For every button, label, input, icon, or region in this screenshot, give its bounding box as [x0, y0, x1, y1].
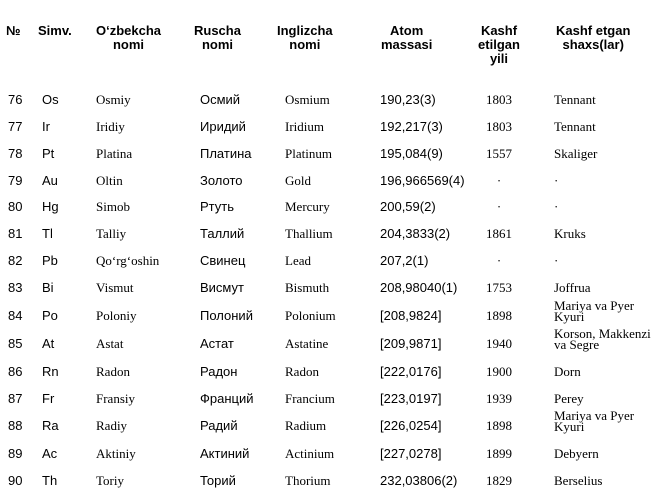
cell-english-name: Iridium — [285, 119, 324, 134]
cell-atomic-mass: 190,23(3) — [380, 92, 436, 107]
cell-discoverer: Dorn — [554, 364, 581, 379]
table-row — [0, 144, 672, 164]
cell-english-name: Radon — [285, 364, 319, 379]
cell-discoverer: Debyern — [554, 446, 599, 461]
table-row — [0, 444, 672, 464]
cell-uzbek-name: Vismut — [96, 280, 134, 295]
cell-number: 89 — [8, 446, 23, 461]
header-russian-name: Ruscha nomi — [194, 23, 241, 52]
cell-uzbek-name: Poloniy — [96, 308, 137, 323]
table-row — [0, 197, 672, 217]
cell-english-name: Thorium — [285, 473, 331, 488]
cell-discoverer: Skaliger — [554, 146, 598, 161]
table-row — [0, 171, 672, 191]
cell-symbol: Pt — [42, 146, 55, 161]
cell-atomic-mass: [222,0176] — [380, 364, 442, 379]
cell-symbol: Os — [42, 92, 59, 107]
cell-atomic-mass: 208,98040(1) — [380, 280, 458, 295]
cell-discoverer: Korson, Makkenzi va Segre — [554, 326, 651, 352]
cell-year: 1753 — [486, 280, 512, 295]
cell-year: 1861 — [486, 226, 512, 241]
cell-english-name: Radium — [285, 418, 327, 433]
header-atomic-mass: Atom massasi — [381, 23, 433, 52]
header-uzbek-name: O‘zbekcha nomi — [96, 23, 162, 52]
cell-english-name: Mercury — [285, 199, 330, 214]
table-row — [0, 389, 672, 409]
cell-russian-name: Золото — [200, 173, 243, 188]
cell-symbol: Pb — [42, 253, 58, 268]
cell-english-name: Gold — [285, 173, 311, 188]
cell-symbol: Hg — [42, 199, 59, 214]
cell-russian-name: Астат — [200, 336, 234, 351]
cell-english-name: Bismuth — [285, 280, 330, 295]
cell-uzbek-name: Aktiniy — [96, 446, 136, 461]
cell-discoverer: Joffrua — [554, 280, 591, 295]
cell-english-name: Platinum — [285, 146, 332, 161]
cell-year: 1803 — [486, 119, 512, 134]
cell-atomic-mass: [227,0278] — [380, 446, 442, 461]
cell-symbol: Th — [42, 473, 58, 488]
cell-uzbek-name: Simob — [96, 199, 130, 214]
cell-atomic-mass: 207,2(1) — [380, 253, 429, 268]
cell-number: 88 — [8, 418, 23, 433]
cell-uzbek-name: Qo‘rg‘oshin — [96, 253, 160, 268]
header-discoverer: Kashf etgan shaxs(lar) — [556, 23, 631, 52]
cell-atomic-mass: [208,9824] — [380, 308, 442, 323]
cell-number: 90 — [8, 473, 23, 488]
cell-russian-name: Платина — [200, 146, 252, 161]
cell-discoverer: · — [554, 173, 559, 188]
cell-russian-name: Осмий — [200, 92, 241, 107]
cell-discoverer: Tennant — [554, 119, 596, 134]
cell-russian-name: Торий — [200, 473, 236, 488]
cell-number: 82 — [8, 253, 23, 268]
cell-english-name: Actinium — [285, 446, 335, 461]
cell-symbol: Ir — [42, 119, 50, 134]
cell-uzbek-name: Fransiy — [96, 391, 135, 406]
cell-discoverer: · — [554, 199, 559, 214]
table-row — [0, 362, 672, 382]
cell-number: 80 — [8, 199, 23, 214]
cell-number: 86 — [8, 364, 23, 379]
cell-year: · — [496, 199, 502, 214]
cell-uzbek-name: Toriy — [96, 473, 124, 488]
header-symbol: Simv. — [38, 23, 72, 38]
cell-year: 1898 — [486, 308, 512, 323]
cell-atomic-mass: 192,217(3) — [380, 119, 443, 134]
cell-atomic-mass: 196,966569(4) — [380, 173, 465, 188]
cell-uzbek-name: Osmiy — [96, 92, 131, 107]
cell-english-name: Thallium — [285, 226, 333, 241]
header-english-name: Inglizcha nomi — [277, 23, 333, 52]
cell-year: 1899 — [486, 446, 512, 461]
cell-symbol: Tl — [42, 226, 53, 241]
cell-year: 1900 — [486, 364, 512, 379]
table-row — [0, 298, 672, 326]
cell-russian-name: Полоний — [200, 308, 253, 323]
cell-uzbek-name: Oltin — [96, 173, 123, 188]
cell-russian-name: Радон — [200, 364, 238, 379]
table-row — [0, 224, 672, 244]
cell-discoverer: Tennant — [554, 92, 596, 107]
cell-number: 77 — [8, 119, 23, 134]
cell-russian-name: Франций — [200, 391, 254, 406]
cell-uzbek-name: Radiy — [96, 418, 128, 433]
cell-english-name: Lead — [285, 253, 311, 268]
cell-russian-name: Иридий — [200, 119, 246, 134]
table-row — [0, 90, 672, 110]
cell-year: 1939 — [486, 391, 512, 406]
cell-uzbek-name: Radon — [96, 364, 130, 379]
cell-year: 1829 — [486, 473, 512, 488]
cell-year: · — [496, 253, 502, 268]
cell-symbol: Fr — [42, 391, 55, 406]
table-row — [0, 326, 672, 354]
cell-russian-name: Свинец — [200, 253, 246, 268]
cell-number: 79 — [8, 173, 23, 188]
table-row — [0, 251, 672, 271]
cell-russian-name: Ртуть — [200, 199, 234, 214]
cell-discoverer: Berselius — [554, 473, 603, 488]
cell-atomic-mass: [223,0197] — [380, 391, 442, 406]
cell-number: 84 — [8, 308, 23, 323]
cell-discoverer: Mariya va Pyer Kyuri — [554, 408, 635, 434]
cell-atomic-mass: 204,3833(2) — [380, 226, 451, 241]
cell-number: 87 — [8, 391, 23, 406]
cell-atomic-mass: [209,9871] — [380, 336, 442, 351]
cell-year: 1940 — [486, 336, 512, 351]
cell-number: 85 — [8, 336, 23, 351]
cell-number: 76 — [8, 92, 23, 107]
cell-english-name: Astatine — [285, 336, 329, 351]
cell-number: 78 — [8, 146, 23, 161]
cell-number: 81 — [8, 226, 23, 241]
header-num: № — [6, 23, 21, 38]
cell-year: 1898 — [486, 418, 512, 433]
cell-year: · — [496, 173, 502, 188]
cell-english-name: Osmium — [285, 92, 330, 107]
header-discovery-year: Kashf etilgan yili — [478, 23, 520, 66]
cell-russian-name: Актиний — [200, 446, 250, 461]
table-row — [0, 117, 672, 137]
table-row — [0, 471, 672, 491]
cell-atomic-mass: 200,59(2) — [380, 199, 436, 214]
cell-atomic-mass: [226,0254] — [380, 418, 442, 433]
cell-symbol: Bi — [42, 280, 54, 295]
cell-uzbek-name: Iridiy — [96, 119, 125, 134]
table-row — [0, 278, 672, 298]
cell-english-name: Polonium — [285, 308, 336, 323]
cell-symbol: Au — [42, 173, 58, 188]
cell-discoverer: Perey — [554, 391, 584, 406]
cell-number: 83 — [8, 280, 23, 295]
cell-symbol: Rn — [42, 364, 59, 379]
cell-russian-name: Таллий — [200, 226, 245, 241]
cell-uzbek-name: Talliy — [96, 226, 127, 241]
cell-symbol: Ra — [42, 418, 59, 433]
cell-atomic-mass: 232,03806(2) — [380, 473, 458, 488]
cell-discoverer: Mariya va Pyer Kyuri — [554, 298, 635, 324]
cell-symbol: At — [42, 336, 55, 351]
cell-russian-name: Радий — [200, 418, 238, 433]
cell-discoverer: · — [554, 253, 559, 268]
cell-year: 1803 — [486, 92, 512, 107]
cell-atomic-mass: 195,084(9) — [380, 146, 443, 161]
cell-english-name: Francium — [285, 391, 335, 406]
cell-symbol: Ac — [42, 446, 58, 461]
cell-uzbek-name: Platina — [96, 146, 133, 161]
cell-russian-name: Висмут — [200, 280, 244, 295]
cell-uzbek-name: Astat — [96, 336, 124, 351]
table-row — [0, 408, 672, 436]
cell-symbol: Po — [42, 308, 58, 323]
cell-discoverer: Kruks — [554, 226, 586, 241]
cell-year: 1557 — [486, 146, 512, 161]
